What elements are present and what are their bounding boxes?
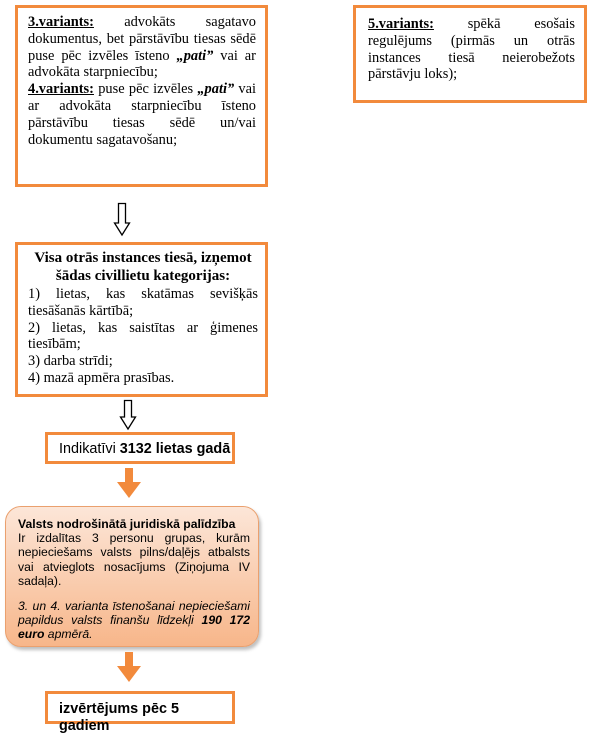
category-item-1: 1) lietas, kas skatāmas sevišķās tiesāšanās kārtībā;: [28, 286, 258, 319]
variant-3-label: 3.variants:: [28, 14, 94, 30]
orange-down-arrow-2: [117, 652, 141, 682]
category-item-2: 2) lietas, kas saistītas ar ģimenes tiesībām;: [28, 319, 258, 353]
cases-value: 3132 lietas gadā: [119, 441, 231, 457]
variant-5-label: 5.variants:: [368, 16, 434, 32]
legal-aid-note: 3. un 4. varianta īstenošanai nepieciešami papildus valsts finanšu līdzekļi 190 172 euro apmērā.: [18, 599, 250, 642]
variant-4-text: 4.variants: puse pēc izvēles „pati” vai ar advokāta starpniecību īsteno pārstāvību tiesas sēdē un/vai dokumentu sagatavošanu;: [28, 81, 256, 148]
evaluation-label: izvērtējums pēc 5 gadiem: [59, 701, 179, 734]
evaluation-box: [45, 691, 235, 734]
category-item-4: 4) mazā apmēra prasības.: [28, 369, 175, 386]
hollow-down-arrow-1: [114, 203, 130, 236]
legal-aid-title: Valsts nodrošinātā juridiskā palīdzība: [18, 517, 236, 531]
legal-aid-box: [5, 506, 259, 647]
orange-down-arrow-1: [117, 468, 141, 498]
second-instance-box: [15, 242, 268, 397]
variant-4-label: 4.variants:: [28, 81, 94, 98]
variant-5-text: 5.variants: spēkā esošais regulējums (pirmās un otrās instances tiesā neierobežots pārstāvju loks);: [368, 16, 575, 83]
legal-aid-amount: 190 172 euro: [18, 613, 250, 642]
variant-5-box: [353, 5, 587, 103]
variant-3-text: 3.variants: advokāts sagatavo dokumentus, bet pārstāvību tiesas sēdē puse pēc izvēles īsteno „pati” vai ar advokāta starpniecību;: [28, 14, 256, 81]
legal-aid-body: Ir izdalītas 3 personu grupas, kurām nepieciešams valsts pilns/daļējs atbalsts vai atvieglots nosacījums (Ziņojuma IV sadaļa).: [18, 531, 250, 588]
category-item-3: 3) darba strīdi;: [28, 353, 113, 370]
second-instance-heading: Visa otrās instances tiesā, izņemot šādas civillietu kategorijas:: [34, 250, 252, 284]
cases-per-year-box: [45, 432, 235, 464]
variants-3-4-box: [15, 5, 268, 187]
cases-prefix: Indikatīvi: [59, 441, 120, 457]
hollow-down-arrow-2: [120, 400, 136, 430]
